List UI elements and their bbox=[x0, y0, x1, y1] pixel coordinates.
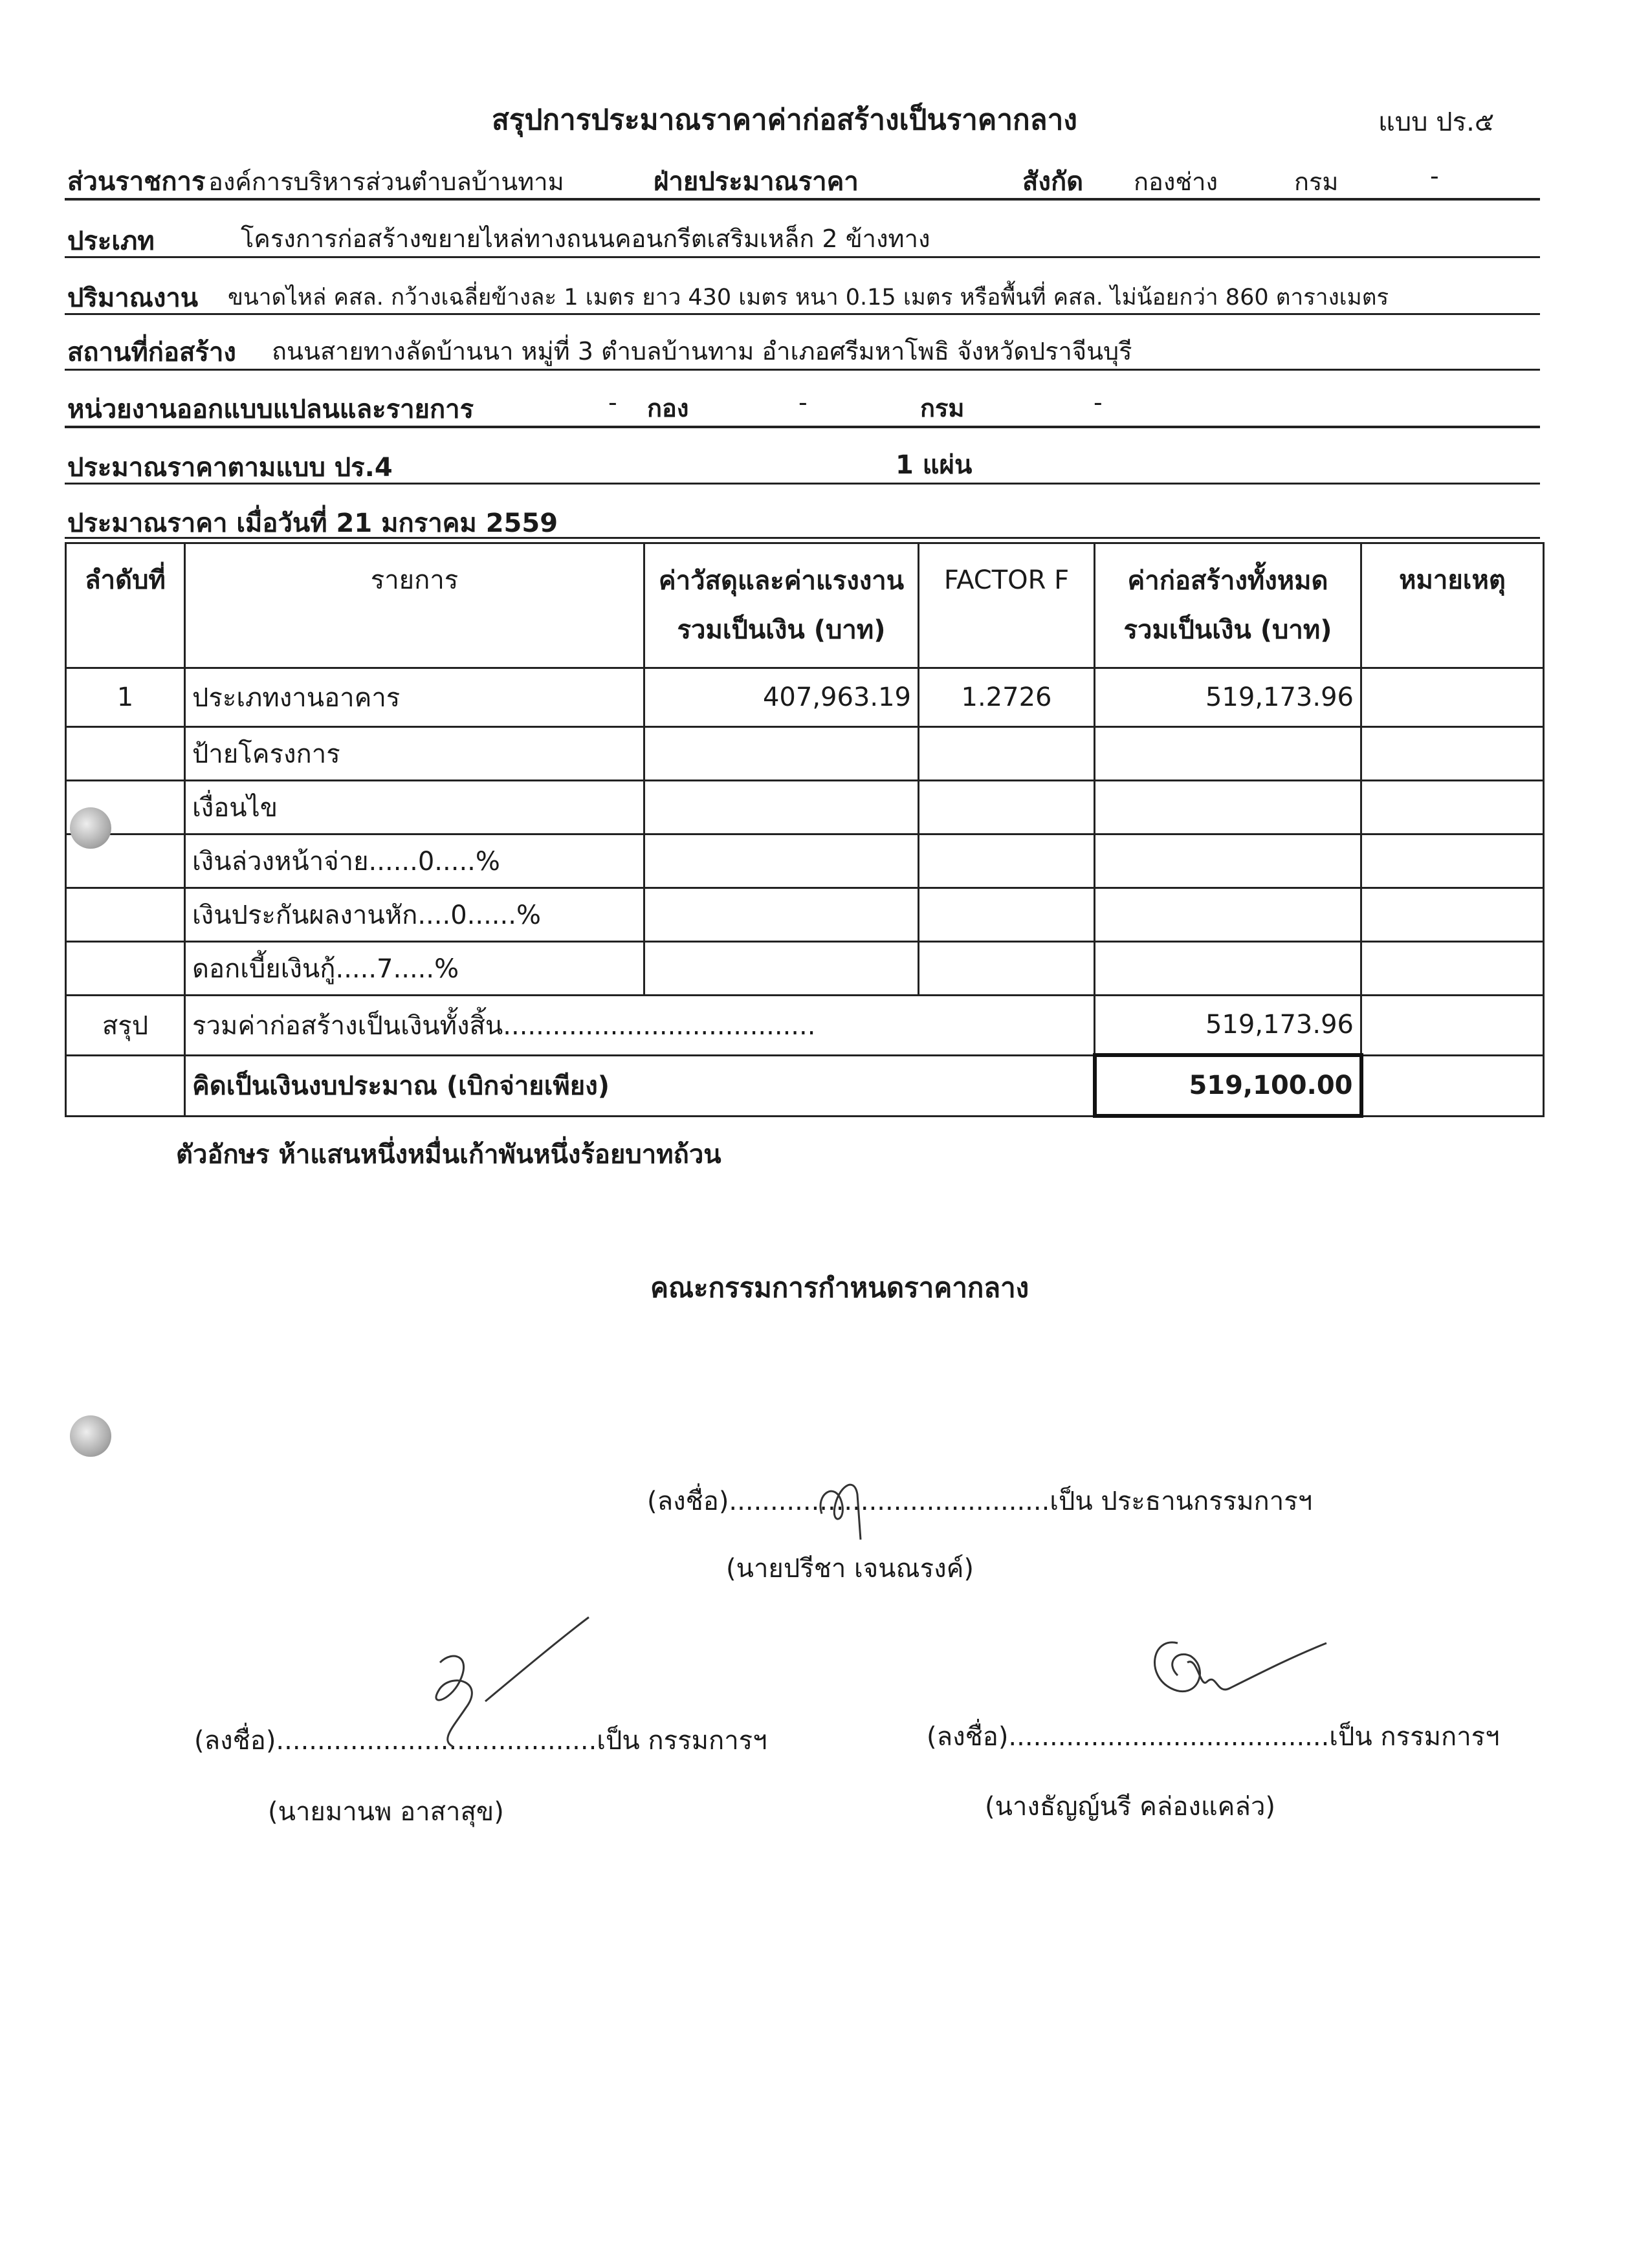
col-total-header-line1: ค่าก่อสร้างทั้งหมด bbox=[1127, 566, 1328, 596]
type-label: ประเภท bbox=[67, 226, 155, 256]
member1-name: (นายมานพ อาสาสุข) bbox=[268, 1797, 504, 1827]
affiliation-label: สังกัด bbox=[1022, 167, 1084, 197]
row-item: เงินประกันผลงานหัก....0......% bbox=[185, 888, 644, 942]
row-factor bbox=[919, 888, 1095, 942]
budget-remark bbox=[1361, 1055, 1544, 1116]
row-remark bbox=[1361, 781, 1544, 834]
row-cost bbox=[644, 942, 919, 996]
col-cost-header bbox=[644, 543, 919, 668]
ministry-value: - bbox=[1430, 162, 1439, 190]
col-remark-header: หมายเหตุ bbox=[1361, 543, 1544, 668]
quantity-label: ปริมาณงาน bbox=[67, 283, 199, 313]
col-item-header: รายการ bbox=[185, 543, 644, 668]
quantity-value: ขนาดไหล่ คสล. กว้างเฉลี่ยข้างละ 1 เมตร ยาว 430 เมตร หนา 0.15 เมตร หรือพื้นที่ คสล. ไม่น้อยกว่า 860 ตารางเมตร bbox=[228, 285, 1389, 311]
member1-signature-line: (ลงชื่อ).......................................เป็น กรรมการฯ bbox=[194, 1726, 767, 1756]
agency-value: องค์การบริหารส่วนตำบลบ้านทาม bbox=[208, 168, 564, 196]
location-value: ถนนสายทางลัดบ้านนา หมู่ที่ 3 ตำบลบ้านทาม อำเภอศรีมหาโพธิ จังหวัดปราจีนบุรี bbox=[272, 337, 1132, 365]
row-no bbox=[66, 888, 185, 942]
chair-name: (นายปรีชา เจนณรงค์) bbox=[726, 1554, 974, 1584]
row-total bbox=[1095, 888, 1361, 942]
designer-division-label: กอง bbox=[647, 394, 689, 422]
row-factor bbox=[919, 942, 1095, 996]
table-row bbox=[66, 834, 1544, 888]
member2-signature-line: (ลงชื่อ).......................................เป็น กรรมการฯ bbox=[927, 1722, 1500, 1752]
table-row bbox=[66, 668, 1544, 727]
row-no bbox=[66, 727, 185, 781]
col-factor-header: FACTOR F bbox=[919, 543, 1095, 668]
row-total: 519,173.96 bbox=[1095, 668, 1361, 727]
col-cost-header-line1: ค่าวัสดุและค่าแรงงาน bbox=[658, 566, 905, 596]
sheet-count: 1 แผ่น bbox=[896, 450, 973, 480]
budget-row bbox=[66, 1055, 1544, 1116]
row-factor bbox=[919, 727, 1095, 781]
estimate-table bbox=[65, 542, 1545, 1118]
agency-label: ส่วนราชการ bbox=[67, 167, 206, 197]
row-total bbox=[1095, 942, 1361, 996]
row-remark bbox=[1361, 942, 1544, 996]
row-factor: 1.2726 bbox=[919, 668, 1095, 727]
row-cost bbox=[644, 888, 919, 942]
table-row bbox=[66, 888, 1544, 942]
designer-dash: - bbox=[1094, 388, 1103, 417]
row-item: ดอกเบี้ยเงินกู้.....7.....% bbox=[185, 942, 644, 996]
table-header-row bbox=[66, 543, 1544, 668]
affiliation-value: กองช่าง bbox=[1134, 168, 1218, 196]
divider-line bbox=[65, 426, 1540, 428]
chair-signature-scribble bbox=[796, 1456, 899, 1546]
row-cost bbox=[644, 727, 919, 781]
table-row bbox=[66, 942, 1544, 996]
chair-signature-line: (ลงชื่อ).......................................เป็น ประธานกรรมการฯ bbox=[647, 1487, 1313, 1516]
department-label: ฝ่ายประมาณราคา bbox=[654, 167, 859, 197]
row-factor bbox=[919, 834, 1095, 888]
row-remark bbox=[1361, 834, 1544, 888]
row-item: ประเภทงานอาคาร bbox=[185, 668, 644, 727]
ministry-label: กรม bbox=[1294, 168, 1339, 196]
row-item: เงินล่วงหน้าจ่าย......0.....% bbox=[185, 834, 644, 888]
punch-hole-icon bbox=[70, 807, 111, 849]
col-total-header bbox=[1095, 543, 1361, 668]
row-total bbox=[1095, 781, 1361, 834]
row-no: 1 bbox=[66, 668, 185, 727]
designer-label: หน่วยงานออกแบบแปลนและรายการ bbox=[67, 395, 474, 424]
member2-name: (นางธัญญ์นรี คล่องแคล่ว) bbox=[985, 1792, 1276, 1822]
summary-remark bbox=[1361, 996, 1544, 1056]
budget-item: คิดเป็นเงินงบประมาณ (เบิกจ่ายเพียง) bbox=[185, 1055, 1095, 1116]
row-remark bbox=[1361, 888, 1544, 942]
row-cost bbox=[644, 781, 919, 834]
row-total bbox=[1095, 727, 1361, 781]
row-item: เงื่อนไข bbox=[185, 781, 644, 834]
col-cost-header-line2: รวมเป็นเงิน (บาท) bbox=[677, 615, 886, 645]
location-label: สถานที่ก่อสร้าง bbox=[67, 338, 236, 367]
summary-item: รวมค่าก่อสร้างเป็นเงินทั้งสิ้น...................................... bbox=[185, 996, 1095, 1056]
divider-line bbox=[65, 537, 1540, 539]
divider-line bbox=[65, 369, 1540, 371]
row-remark bbox=[1361, 668, 1544, 727]
col-no-header: ลำดับที่ bbox=[66, 543, 185, 668]
estimate-form-label: ประมาณราคาตามแบบ ปร.4 bbox=[67, 453, 393, 483]
divider-line bbox=[65, 198, 1540, 201]
row-remark bbox=[1361, 727, 1544, 781]
row-cost bbox=[644, 834, 919, 888]
divider-line bbox=[65, 483, 1540, 485]
summary-total: 519,173.96 bbox=[1095, 996, 1361, 1056]
row-no bbox=[66, 942, 185, 996]
row-item: ป้ายโครงการ bbox=[185, 727, 644, 781]
designer-ministry-label: กรม bbox=[920, 394, 965, 422]
designer-dash: - bbox=[798, 388, 808, 417]
designer-dash: - bbox=[608, 388, 617, 417]
summary-label: สรุป bbox=[66, 996, 185, 1056]
row-total bbox=[1095, 834, 1361, 888]
estimate-date: ประมาณราคา เมื่อวันที่ 21 มกราคม 2559 bbox=[67, 508, 558, 538]
amount-in-words: ตัวอักษร ห้าแสนหนึ่งหมื่นเก้าพันหนึ่งร้อยบาทถ้วน bbox=[176, 1140, 721, 1170]
form-code: แบบ ปร.๕ bbox=[1378, 107, 1495, 137]
punch-hole-icon bbox=[70, 1415, 111, 1457]
row-factor bbox=[919, 781, 1095, 834]
member2-signature-scribble bbox=[1126, 1617, 1339, 1747]
divider-line bbox=[65, 313, 1540, 315]
table-row bbox=[66, 727, 1544, 781]
budget-label bbox=[66, 1055, 185, 1116]
divider-line bbox=[65, 256, 1540, 258]
table-row bbox=[66, 781, 1544, 834]
document-title: สรุปการประมาณราคาค่าก่อสร้างเป็นราคากลาง bbox=[492, 104, 1077, 136]
member1-signature-scribble bbox=[414, 1611, 608, 1760]
budget-total: 519,100.00 bbox=[1095, 1055, 1361, 1116]
row-cost: 407,963.19 bbox=[644, 668, 919, 727]
col-total-header-line2: รวมเป็นเงิน (บาท) bbox=[1123, 615, 1332, 645]
summary-row bbox=[66, 996, 1544, 1056]
type-value: โครงการก่อสร้างขยายไหล่ทางถนนคอนกรีตเสริมเหล็ก 2 ข้างทาง bbox=[241, 224, 930, 253]
committee-title: คณะกรรมการกำหนดราคากลาง bbox=[650, 1272, 1029, 1303]
